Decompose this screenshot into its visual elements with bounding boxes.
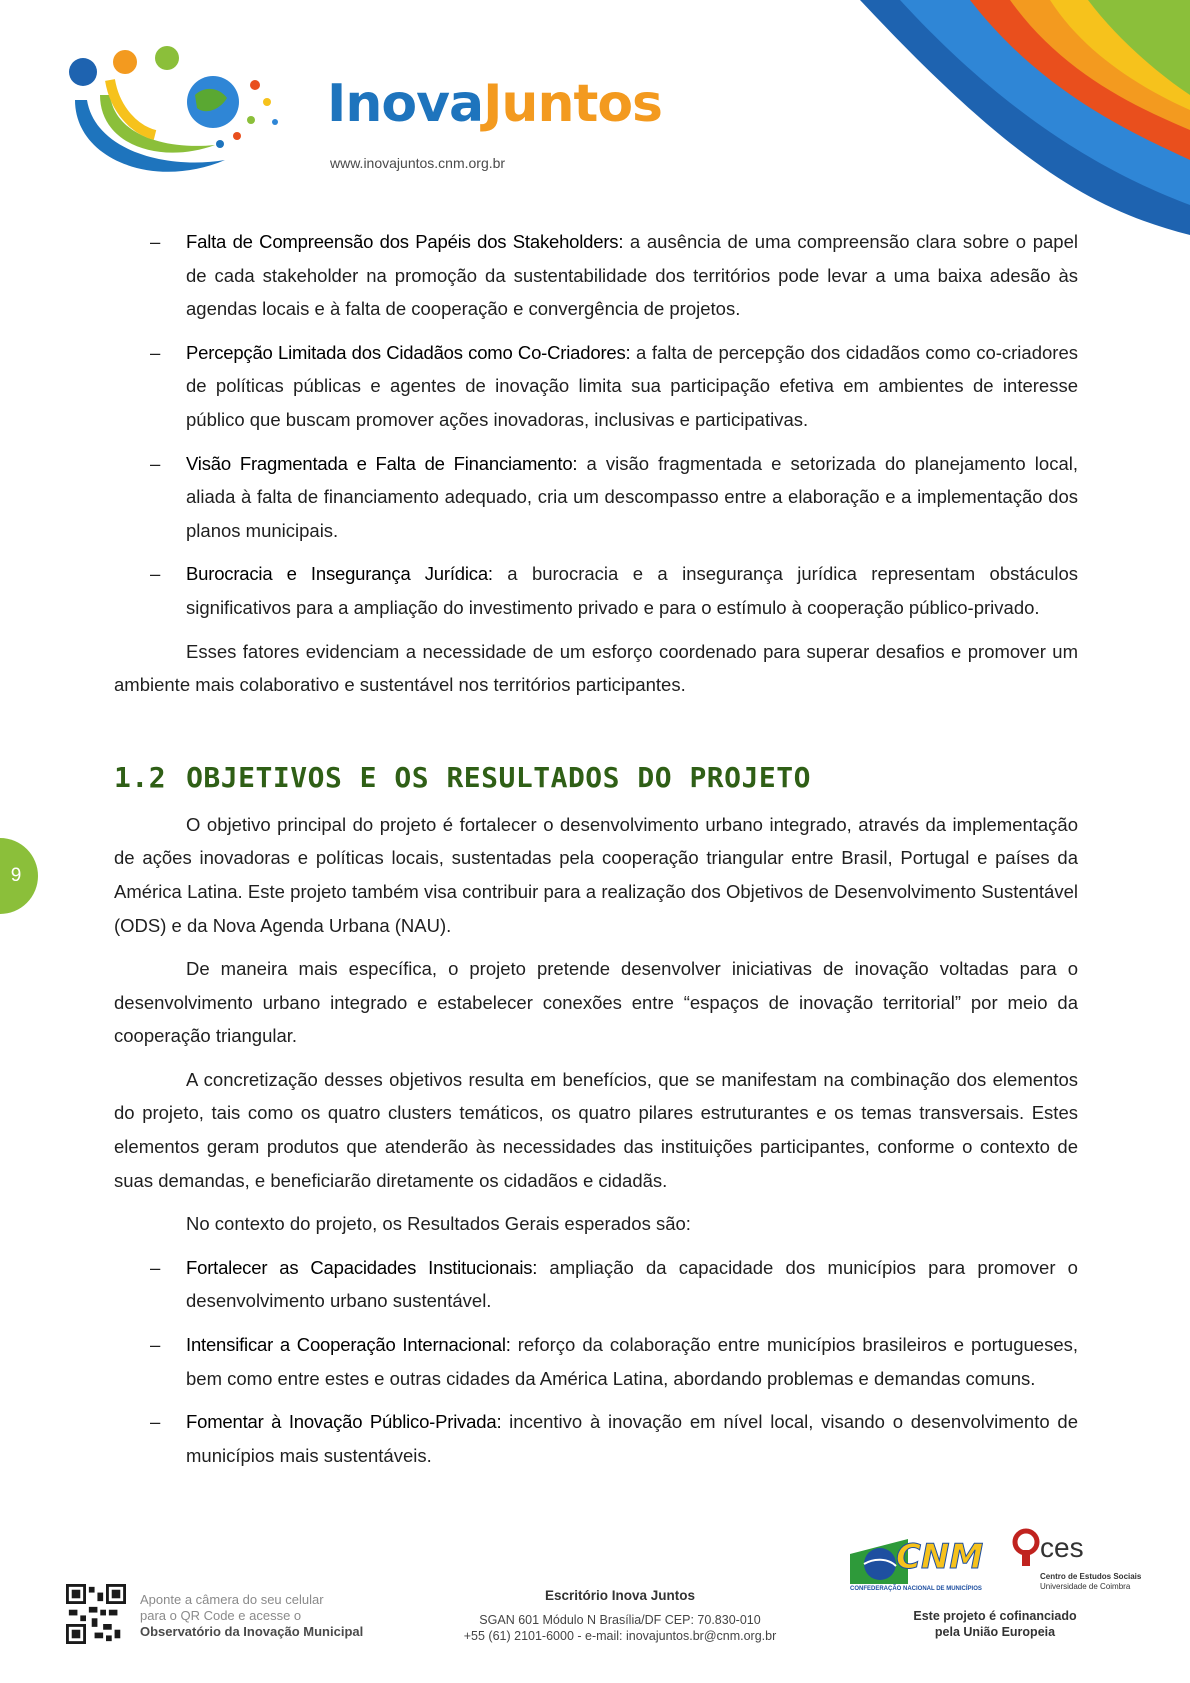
challenge-item [114,557,1078,624]
result-term: Fomentar à Inovação Público-Privada: [186,1411,502,1433]
challenge-term: Percepção Limitada dos Cidadãos como Co-Criadores: [186,341,631,363]
result-text: ampliação da capacidade dos municípios para promover o desenvolvimento urbano sustentável. [186,1256,1078,1312]
office-title: Escritório Inova Juntos [544,1588,696,1603]
header-swoosh-graphic [860,0,1190,240]
result-item [114,1328,1078,1395]
page-number: 9 [10,865,22,886]
bullet-dash: – [150,1334,161,1356]
qr-caption-line: para o QR Code e acesse o [140,1608,302,1623]
challenge-term: Falta de Compreensão dos Papéis dos Stakeholders: [186,231,624,252]
result-text: reforço da colaboração entre municípios brasileiros e portugueses, bem como entre estes e outras cidades da América Latina, abordando problemas e demandas comuns. [186,1334,1079,1389]
page-footer [0,1520,1190,1680]
office-contact: +55 (61) 2101-6000 - e-mail: inovajuntos.br@cnm.org.br [463,1629,777,1643]
bullet-dash: – [150,1256,161,1278]
cnm-logo [850,1534,990,1596]
office-info [430,1588,810,1644]
challenge-text: a ausência de uma compreensão clara sobre o papel de cada stakeholder na promoção da sustentabilidade dos territórios pode levar a uma baixa adesão às agendas locais e à falta de cooperação e convergência de projetos. [186,231,1078,320]
logo-wordmark [327,74,662,134]
page-number-tab [0,838,38,914]
qr-caption [140,1592,363,1640]
body-paragraph: O objetivo principal do projeto é fortalecer o desenvolvimento urbano integrado, através da implementação de ações inovadoras e políticas locais, sustentadas pela cooperação triangular entre Brasil, Portugal e países da América Latina. Este projeto também visa contribuir para a realização dos Objetivos de Desenvolvimento Sustentável (ODS) e da Nova Agenda Urbana (NAU). [114,813,1078,936]
qr-code-icon[interactable] [66,1584,126,1644]
cnm-caption: CONFEDERAÇÃO NACIONAL DE MUNICÍPIOS [850,1586,982,1592]
body-paragraph: De maneira mais específica, o projeto pretende desenvolver iniciativas de inovação voltadas para o desenvolvimento urbano integrado e estabelecer conexões entre “espaços de inovação territorial” por meio da cooperação triangular. [114,958,1078,1047]
ces-emblem-icon [1010,1528,1042,1568]
result-term: Fortalecer as Capacidades Institucionais: [186,1256,538,1278]
logo-emblem-icon [55,40,295,190]
eu-line: Este projeto é cofinanciado [913,1609,1077,1623]
eu-line: pela União Europeia [934,1625,1056,1639]
bullet-dash: – [150,1411,161,1433]
section-heading [114,758,1078,798]
challenge-text: a visão fragmentada e setorizada do planejamento local, aliada à falta de financiamento adequado, cria um descompasso entre a elaboração e a implementação dos planos municipais. [186,452,1078,541]
ces-caption-1: Centro de Estudos Sociais [1040,1572,1142,1581]
cnm-logo-text: CNM [896,1537,984,1577]
ces-logo-text: ces [1040,1532,1084,1563]
observatorio-link[interactable]: Observatório da Inovação Municipal [140,1624,364,1639]
bullet-dash: – [150,563,161,585]
challenge-item [114,225,1078,326]
challenge-item [114,447,1078,548]
challenge-term: Visão Fragmentada e Falta de Financiamento: [186,452,578,474]
result-item [114,1405,1078,1472]
bullet-dash: – [150,341,161,363]
section-title: OBJETIVOS E OS RESULTADOS DO PROJETO [186,760,811,794]
eu-cofinancing-note [900,1608,1090,1640]
logo-word-juntos: Juntos [483,74,662,134]
body-paragraph: A concretização desses objetivos resulta em benefícios, que se manifestam na combinação dos elementos do projeto, tais como os quatro clusters temáticos, os quatro pilares estruturantes e os temas transversais. Estes elementos geram produtos que atenderão às necessidades das instituições participantes, conforme o contexto de suas demandas, e beneficiarão diretamente os cidadãos e cidadãs. [114,1068,1078,1191]
ces-caption-2: Universidade de Coimbra [1040,1582,1131,1591]
inovajuntos-logo [55,40,675,190]
challenge-text: a falta de percepção dos cidadãos como co-criadores de políticas públicas e agentes de inovação limita sua participação efetiva em ambientes de interesse público que buscam promover ações inovadoras, inclusivas e participativas. [186,341,1078,430]
section-number: 1.2 [114,760,167,794]
ces-logo [1010,1528,1140,1598]
challenge-term: Burocracia e Insegurança Jurídica: [186,563,493,585]
office-address: SGAN 601 Módulo N Brasília/DF CEP: 70.830-010 [479,1613,761,1627]
logo-word-inova: Inova [327,74,484,134]
conclusion-paragraph: Esses fatores evidenciam a necessidade de um esforço coordenado para superar desafios e promover um ambiente mais colaborativo e sustentável nos territórios participantes. [114,640,1078,696]
logo-url: www.inovajuntos.cnm.org.br [330,155,506,171]
challenge-text: a burocracia e a insegurança jurídica representam obstáculos significativos para a ampliação do investimento privado e para o estímulo à cooperação público-privado. [186,563,1079,618]
qr-caption-line: Aponte a câmera do seu celular [140,1592,324,1607]
result-text: incentivo à inovação em nível local, visando o desenvolvimento de municípios mais sustentáveis. [186,1411,1078,1466]
challenge-item [114,336,1078,437]
result-term: Intensificar a Cooperação Internacional: [186,1334,511,1356]
bullet-dash: – [150,452,161,474]
results-intro: No contexto do projeto, os Resultados Gerais esperados são: [186,1213,691,1235]
result-item [114,1251,1078,1318]
bullet-dash: – [150,231,161,252]
page-content [114,225,1078,1482]
